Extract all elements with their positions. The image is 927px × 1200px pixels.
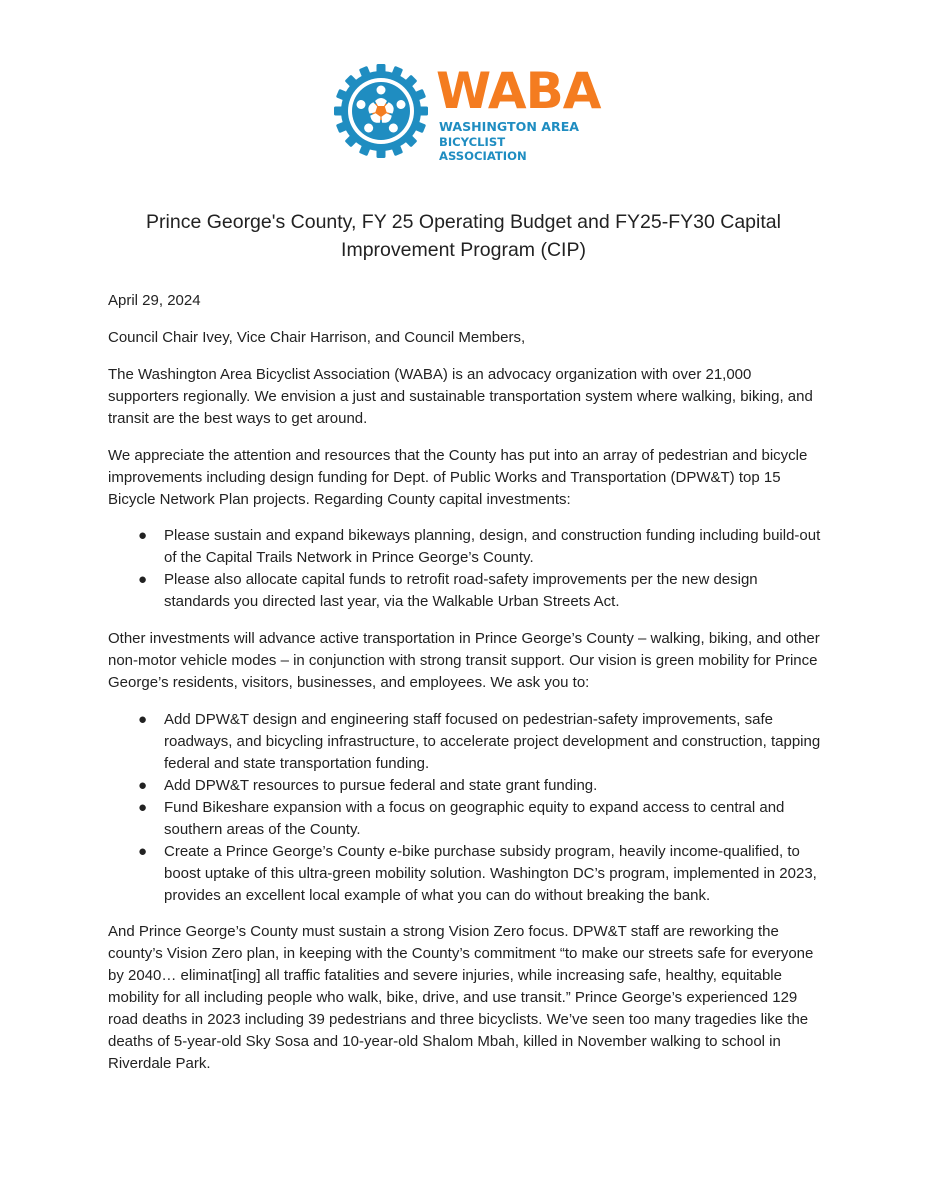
title-line1: Prince George's County, FY 25 Operating Budget and FY25-FY30 Capital bbox=[146, 211, 781, 233]
paragraph-capital: We appreciate the attention and resources that the County has put into an array of pedestrian and bicycle improvements including design funding for Dept. of Public Works and Transportation (DPW&T) top 15 Bicycle Network Plan projects. Regarding County capital investments: bbox=[108, 447, 808, 508]
paragraph-other-investments: Other investments will advance active transportation in Prince George’s County – walking, biking, and other non-motor vehicle modes – in conjunction with strong transit support. Our vision is green mobility for Prince George’s residents, visitors, businesses, and employees. We ask you to: bbox=[108, 630, 820, 691]
list-item: ● Create a Prince George’s County e-bike purchase subsidy program, heavily income-qualified, to boost uptake of this ultra-green mobility solution. Washington DC’s program, implemented in 2023, provides an excellent local example of what you can do without breaking the bank. bbox=[138, 843, 817, 904]
bullet-icon: ● bbox=[138, 571, 148, 588]
letter-date: April 29, 2024 bbox=[108, 292, 201, 309]
list-item: ● Fund Bikeshare expansion with a focus on geographic equity to expand access to central and southern areas of the County. bbox=[138, 799, 785, 838]
list-item: ● Add DPW&T resources to pursue federal and state grant funding. bbox=[108, 775, 823, 797]
title-line2: Improvement Program (CIP) bbox=[341, 239, 586, 261]
capital-bullet-list bbox=[108, 525, 823, 613]
logo-org-line1: WASHINGTON AREA bbox=[439, 119, 580, 134]
salutation: Council Chair Ivey, Vice Chair Harrison, and Council Members, bbox=[108, 329, 526, 346]
bullet-icon: ● bbox=[138, 799, 148, 816]
bullet-icon: ● bbox=[138, 527, 148, 544]
logo-wordmark: WABA bbox=[436, 62, 601, 120]
bullet-icon: ● bbox=[138, 843, 148, 860]
list-item: ● Please also allocate capital funds to retrofit road-safety improvements per the new design standards you directed last year, via the Walkable Urban Streets Act. bbox=[138, 571, 758, 610]
list-item: ● Add DPW&T design and engineering staff focused on pedestrian-safety improvements, safe roadways, and bicycling infrastructure, to accelerate project development and construction, tapping federal and state transportation funding. bbox=[138, 711, 821, 772]
bullet-icon: ● bbox=[138, 711, 148, 728]
asks-bullet-list bbox=[108, 709, 823, 907]
bullet-icon: ● bbox=[138, 777, 148, 794]
waba-logo bbox=[333, 62, 601, 163]
paragraph-intro: The Washington Area Bicyclist Association (WABA) is an advocacy organization with over 21,000 supporters regionally. We envision a just and sustainable transportation system where walking, biking, and transit are the best ways to get around. bbox=[108, 366, 813, 427]
document-title bbox=[108, 208, 819, 264]
gear-logo-icon bbox=[333, 63, 429, 159]
paragraph-vision-zero: And Prince George’s County must sustain a strong Vision Zero focus. DPW&T staff are reworking the county’s Vision Zero plan, in keeping with the County’s commitment “to make our streets safe for everyone by 2040… eliminat[ing] all traffic fatalities and severe injuries, while increasing safe, healthy, equitable mobility for all including people who walk, bike, drive, and use transit.” Prince George’s experienced 129 road deaths in 2023 including 39 pedestrians and three bicyclists. We’ve seen too many tragedies like the deaths of 5-year-old Sky Sosa and 10-year-old Shalom Mbah, killed in November walking to school in Riverdale Park. bbox=[108, 923, 814, 1072]
list-item: ● Please sustain and expand bikeways planning, design, and construction funding including build-out of the Capital Trails Network in Prince George’s County. bbox=[138, 527, 821, 566]
logo-org-line2: BICYCLIST ASSOCIATION bbox=[439, 135, 527, 163]
